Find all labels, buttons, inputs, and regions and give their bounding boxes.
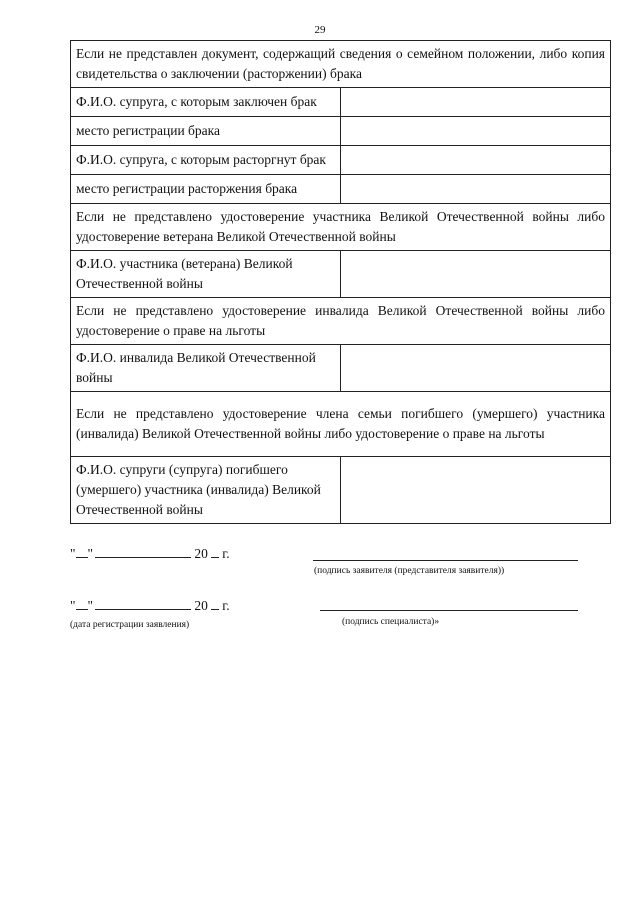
table-row bbox=[71, 175, 611, 204]
year-blank[interactable] bbox=[211, 557, 219, 558]
field-divorce-place[interactable] bbox=[341, 175, 611, 204]
field-invalid-name[interactable] bbox=[341, 345, 611, 392]
day-blank[interactable] bbox=[76, 609, 88, 610]
field-marriage-place[interactable] bbox=[341, 117, 611, 146]
field-widow-name[interactable] bbox=[341, 457, 611, 524]
table-row bbox=[71, 41, 611, 88]
registration-date-caption: (дата регистрации заявления) bbox=[70, 620, 190, 630]
table-row bbox=[71, 392, 611, 457]
table-row bbox=[71, 251, 611, 298]
field-spouse-married[interactable] bbox=[341, 88, 611, 117]
applicant-signature-line[interactable] bbox=[313, 560, 578, 561]
specialist-signature-caption: (подпись специалиста)» bbox=[342, 617, 440, 627]
field-label: Ф.И.О. инвалида Великой Отечественной войны bbox=[71, 345, 341, 392]
table-row bbox=[71, 204, 611, 251]
applicant-signature-caption: (подпись заявителя (представителя заявителя)) bbox=[314, 566, 505, 576]
field-label: Ф.И.О. супруга, с которым заключен брак bbox=[71, 88, 341, 117]
day-blank[interactable] bbox=[76, 557, 88, 558]
field-label: Ф.И.О. супруги (супруга) погибшего (умершего) участника (инвалида) Великой Отечественной войны bbox=[71, 457, 341, 524]
field-veteran-name[interactable] bbox=[341, 251, 611, 298]
field-label: место регистрации брака bbox=[71, 117, 341, 146]
specialist-signature-line[interactable] bbox=[320, 610, 578, 611]
applicant-date: " " 20 г. bbox=[70, 546, 230, 561]
page-number: 29 bbox=[314, 24, 326, 36]
registration-date: " " 20 г. bbox=[70, 598, 230, 613]
table-row bbox=[71, 146, 611, 175]
section-marital-status: Если не представлен документ, содержащий сведения о семейном положении, либо копия свидетельства о заключении (расторжении) брака bbox=[71, 41, 611, 88]
field-label: место регистрации расторжения брака bbox=[71, 175, 341, 204]
field-spouse-divorced[interactable] bbox=[341, 146, 611, 175]
section-wwii-family: Если не представлено удостоверение члена семьи погибшего (умершего) участника (инвалида) Великой Отечественной войны либо удостоверение о праве на льготы bbox=[71, 392, 611, 457]
field-label: Ф.И.О. супруга, с которым расторгнут брак bbox=[71, 146, 341, 175]
year-blank[interactable] bbox=[211, 609, 219, 610]
section-wwii-veteran: Если не представлено удостоверение участника Великой Отечественной войны либо удостоверение ветерана Великой Отечественной войны bbox=[71, 204, 611, 251]
table-row bbox=[71, 457, 611, 524]
table-row bbox=[71, 117, 611, 146]
table-row bbox=[71, 345, 611, 392]
table-row bbox=[71, 88, 611, 117]
month-blank[interactable] bbox=[95, 557, 191, 558]
applicant-info-table bbox=[70, 40, 611, 524]
month-blank[interactable] bbox=[95, 609, 191, 610]
table-row bbox=[71, 298, 611, 345]
section-wwii-invalid: Если не представлено удостоверение инвалида Великой Отечественной войны либо удостоверение о праве на льготы bbox=[71, 298, 611, 345]
field-label: Ф.И.О. участника (ветерана) Великой Отечественной войны bbox=[71, 251, 341, 298]
